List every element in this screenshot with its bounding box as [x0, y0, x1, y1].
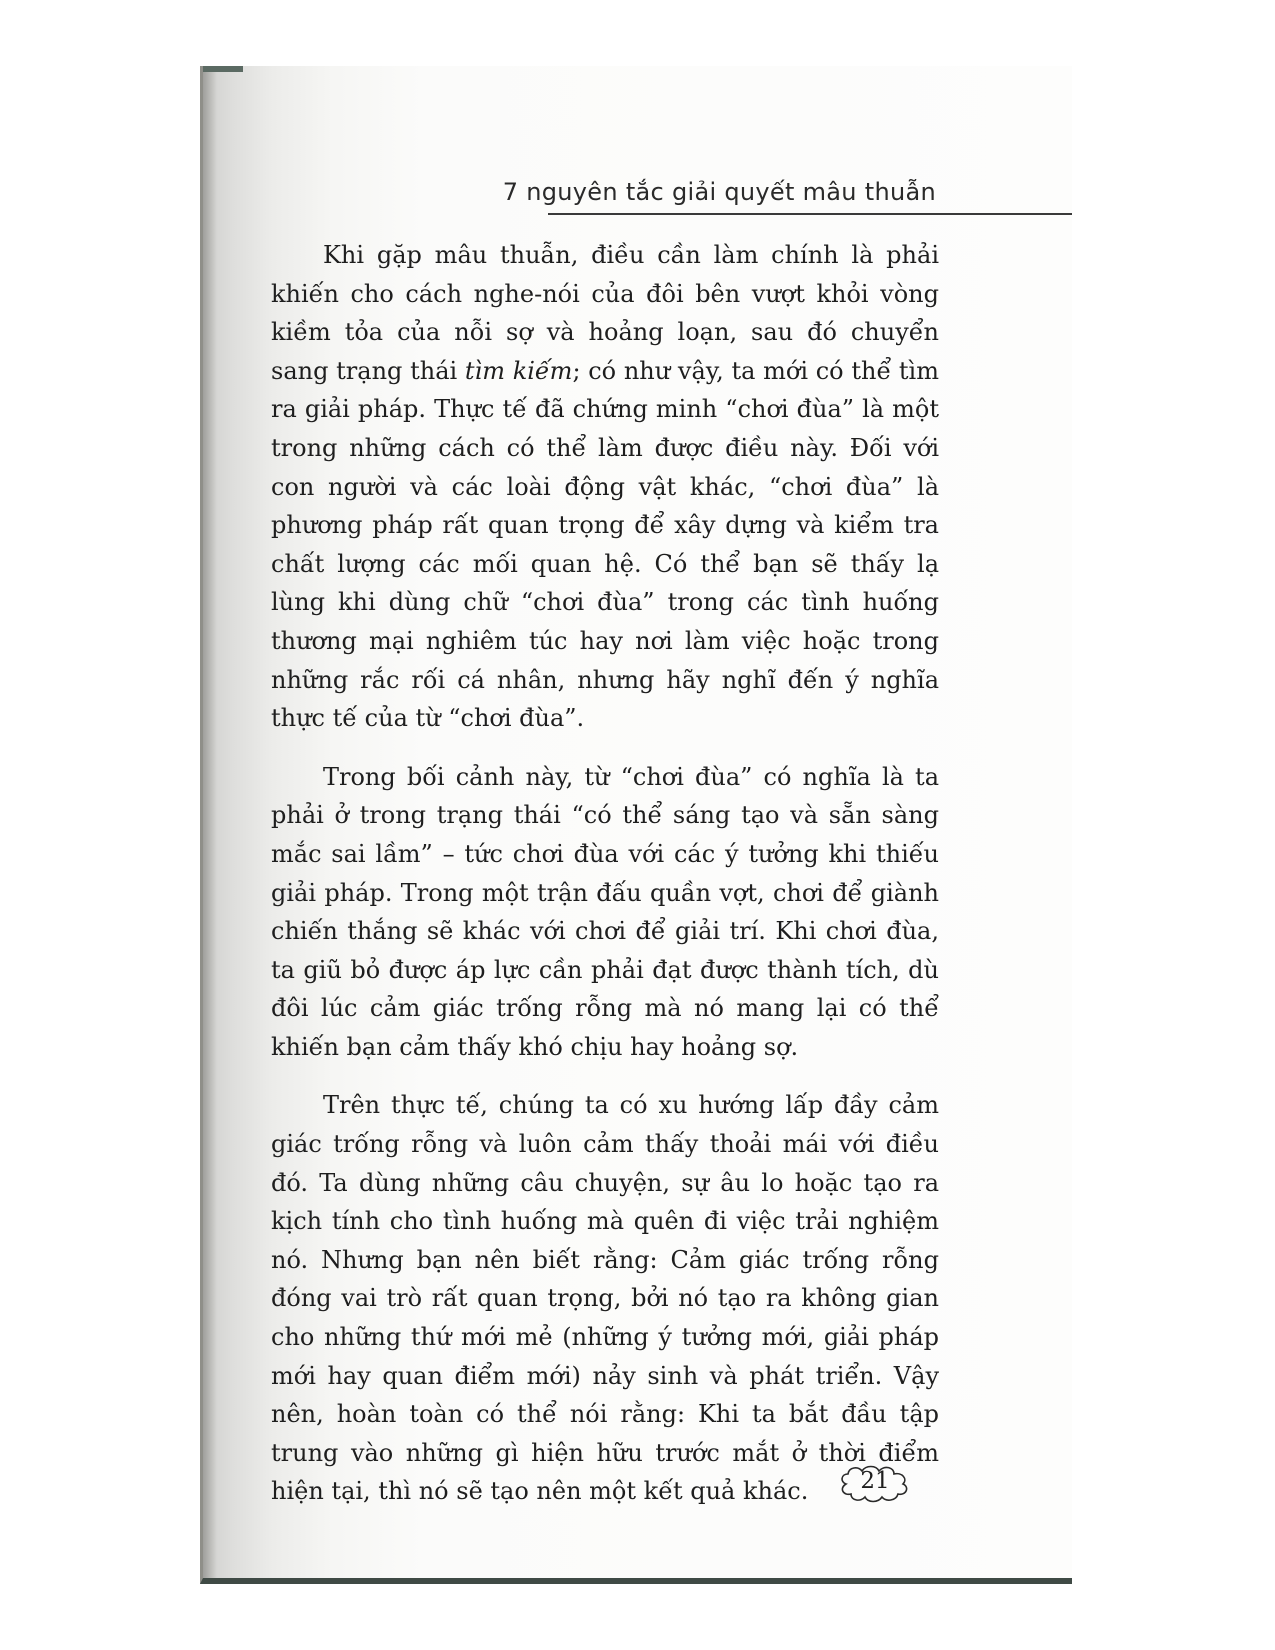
running-head: 7 nguyên tắc giải quyết mâu thuẫn — [502, 178, 936, 206]
spine-shadow — [203, 66, 217, 1578]
paragraph-1-italic: tìm kiếm — [464, 356, 573, 385]
paragraph-3: Trên thực tế, chúng ta có xu hướng lấp đầy cảm giác trống rỗng và luôn cảm thấy thoải mái với điều đó. Ta dùng những câu chuyện, sự âu lo hoặc tạo ra kịch tính cho tình huống mà quên đi việc trải nghiệm nó. Nhưng bạn nên biết rằng: Cảm giác trống rỗng đóng vai trò rất quan trọng, bởi nó tạo ra không gian cho những thứ mới mẻ (những ý tưởng mới, giải pháp mới hay quan điểm mới) nảy sinh và phát triển. Vậy nên, hoàn toàn có thể nói rằng: Khi ta bắt đầu tập trung vào những gì hiện hữu trước mắt ở thời điểm hiện tại, thì nó sẽ tạo nên một kết quả khác. — [271, 1091, 939, 1506]
paragraph-2: Trong bối cảnh này, từ “chơi đùa” có nghĩa là ta phải ở trong trạng thái “có thể sáng tạo và sẵn sàng mắc sai lầm” – tức chơi đùa với các ý tưởng khi thiếu giải pháp. Trong một trận đấu quần vợt, chơi để giành chiến thắng sẽ khác với chơi để giải trí. Khi chơi đùa, ta giũ bỏ được áp lực cần phải đạt được thành tích, dù đôi lúc cảm giác trống rỗng mà nó mang lại có thể khiến bạn cảm thấy khó chịu hay hoảng sợ. — [271, 762, 939, 1061]
paragraph-1 — [271, 236, 939, 738]
cover-edge — [203, 66, 243, 72]
book-page — [200, 66, 1072, 1584]
page-number-badge — [836, 1462, 914, 1506]
paragraph-1-text-a: Khi gặp mâu thuẫn, điều cần làm chính là phải khiến cho cách nghe-nói của đôi bên vượt khỏi vòng kiềm tỏa của nỗi sợ và hoảng loạn, sau đó chuyển sang trạng thái — [271, 241, 939, 385]
paragraph-1-text-b: ; có như vậy, ta mới có thể tìm ra giải pháp. Thực tế đã chứng minh “chơi đùa” là một trong những cách có thể làm được điều này. Đối với con người và các loài động vật khác, “chơi đùa” là phương pháp rất quan trọng để xây dựng và kiểm tra chất lượng các mối quan hệ. Có thể bạn sẽ thấy lạ lùng khi dùng chữ “chơi đùa” trong các tình huống thương mại nghiêm túc hay nơi làm việc hoặc trong những rắc rối cá nhân, nhưng hãy nghĩ đến ý nghĩa thực tế của từ “chơi đùa”. — [271, 356, 939, 733]
header-rule — [548, 213, 1072, 215]
body-text — [271, 236, 939, 1531]
page-number: 21 — [860, 1468, 890, 1494]
